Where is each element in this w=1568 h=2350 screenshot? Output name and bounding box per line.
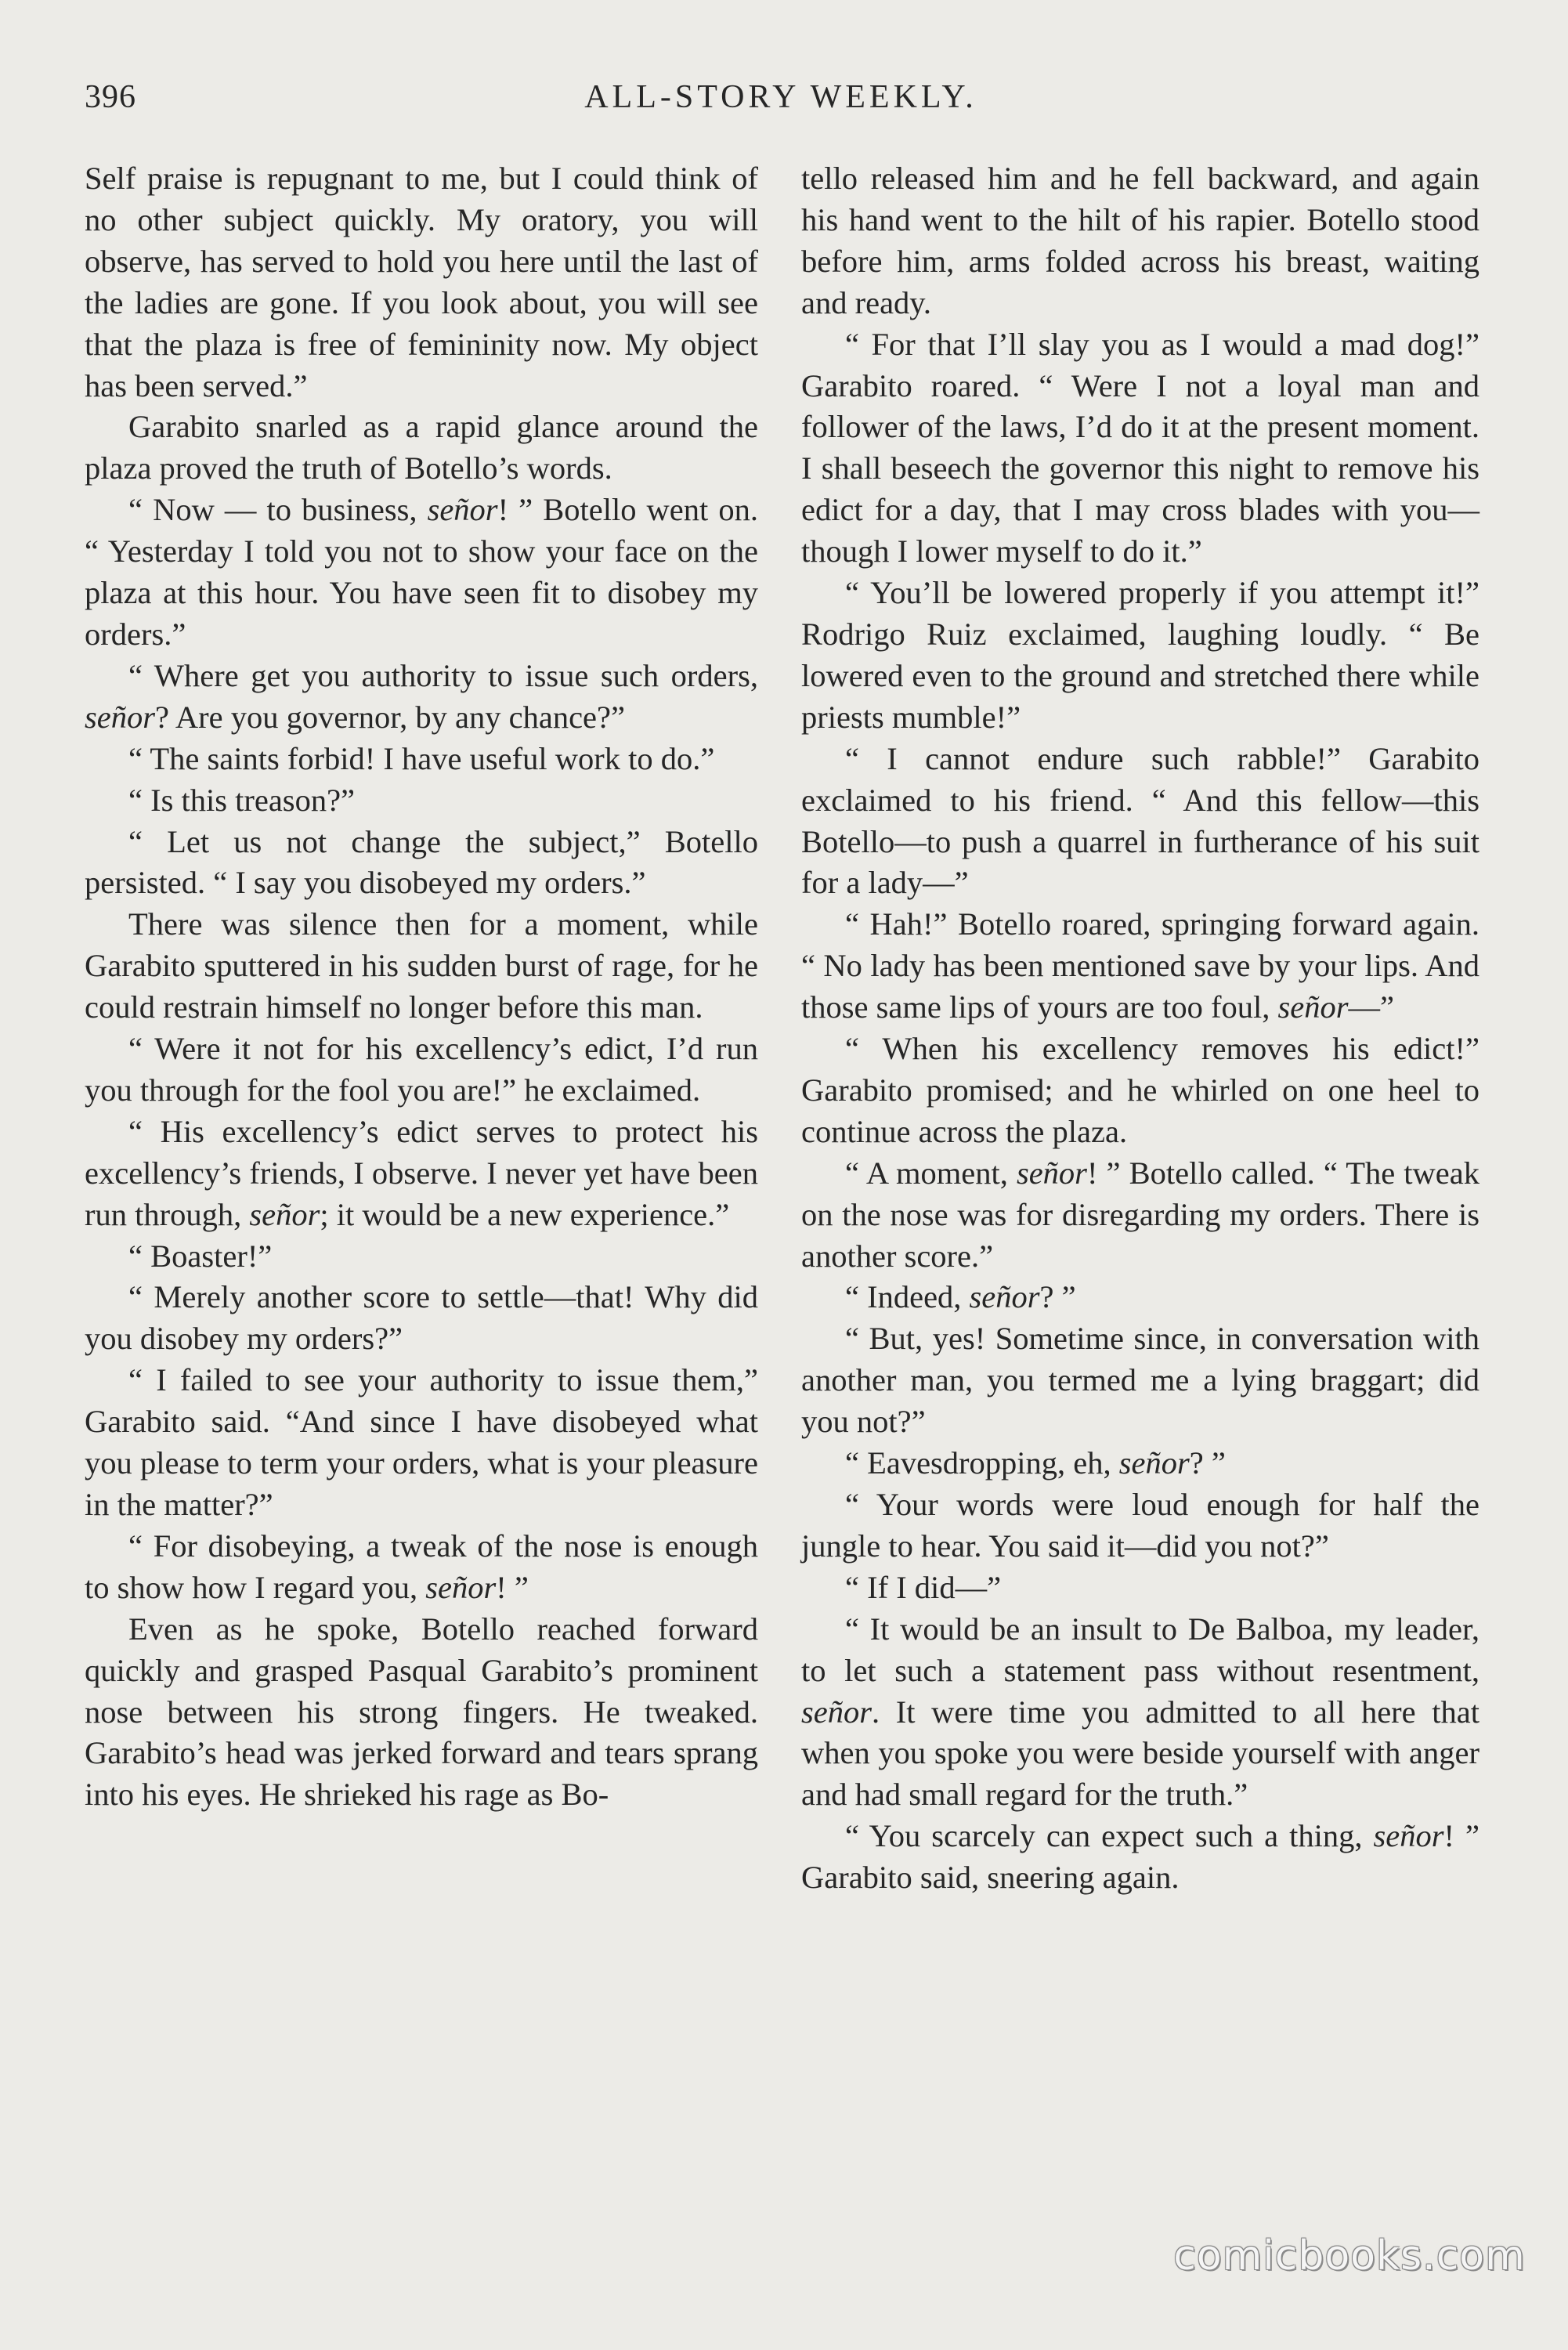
italic-word: señor (969, 1279, 1040, 1315)
paragraph: “ Where get you authority to issue such orders, señor? Are you governor, by any chance?” (85, 657, 758, 735)
paragraph: “ For disobeying, a tweak of the nose is enough to show how I regard you, señor! ” (85, 1528, 758, 1605)
right-column (801, 158, 1479, 1899)
paragraph: “ Is this treason?” (128, 782, 356, 818)
paragraph: “ When his excellency removes his edict!” Garabito promised; and he whirled on one heel to continue across the plaza. (801, 1031, 1479, 1149)
left-column (85, 158, 758, 1816)
paragraph: tello released him and he fell backward, and again his hand went to the hilt of his rapier. Botello stood before him, arms folded across his breast, waiting and ready. (801, 161, 1479, 320)
paragraph: “ For that I’ll slay you as I would a mad dog!” Garabito roared. “ Were I not a loyal man and follower of the laws, I’d do it at the present moment. I shall beseech the governor this night to remove his edict for a day, that I may cross blades with you—though I lower myself to do it.” (801, 326, 1479, 569)
italic-word: señor (801, 1694, 872, 1730)
paragraph: “ Were it not for his excellency’s edict, I’d run you through for the fool you are!” he exclaimed. (85, 1031, 758, 1108)
paragraph: “ I cannot endure such rabble!” Garabito exclaimed to his friend. “ And this fellow—this Botello—to push a quarrel in furtherance of his suit for a lady—” (801, 740, 1479, 901)
italic-word: señor (85, 699, 155, 735)
paragraph: “ Indeed, señor? ” (845, 1279, 1076, 1315)
paragraph: “ The saints forbid! I have useful work to do.” (128, 740, 715, 776)
paragraph: Even as he spoke, Botello reached forward quickly and grasped Pasqual Garabito’s prominent nose between his strong fingers. He tweaked. Garabito’s head was jerked forward and tears sprang into his eyes. He shrieked his rage as Bo- (85, 1611, 758, 1813)
paragraph: “ If I did—” (845, 1569, 1002, 1605)
paragraph: “ Now — to business, señor! ” Botello went on. “ Yesterday I told you not to show your face on the plaza at this hour. You have seen fit to disobey my orders.” (85, 492, 758, 652)
paragraph: “ Let us not change the subject,” Botello persisted. “ I say you disobeyed my orders.” (85, 823, 758, 901)
italic-word: señor (1277, 989, 1349, 1025)
paragraph: “ It would be an insult to De Balboa, my leader, to let such a statement pass without resentment, señor. It were time you admitted to all here that when you spoke you were beside yourself with anger and had small regard for the truth.” (801, 1611, 1479, 1813)
paragraph: “ Your words were loud enough for half the jungle to hear. You said it—did you not?” (801, 1487, 1479, 1564)
watermark: comicbooks.com (1173, 2232, 1526, 2280)
paragraph: “ His excellency’s edict serves to protect his excellency’s friends, I observe. I never yet have been run through, señor; it would be a new experience.” (85, 1113, 758, 1232)
paragraph: “ You’ll be lowered properly if you attempt it!” Rodrigo Ruiz exclaimed, laughing loudly. “ Be lowered even to the ground and stretched there while priests mumble!” (801, 575, 1479, 735)
paragraph: Self praise is repugnant to me, but I could think of no other subject quickly. My oratory, you will observe, has served to hold you here until the last of the ladies are gone. If you look about, you will see that the plaza is free of femininity now. My object has been served.” (85, 161, 758, 403)
paragraph: “ You scarcely can expect such a thing, señor! ” Garabito said, sneering again. (801, 1818, 1480, 1896)
page-header (85, 78, 1477, 125)
page-number: 396 (85, 79, 136, 115)
italic-word: señor (1118, 1445, 1190, 1481)
paragraph: “ I failed to see your authority to issue them,” Garabito said. “And since I have disobeyed what you please to term your orders, what is your pleasure in the matter?” (85, 1362, 758, 1522)
paragraph: There was silence then for a moment, while Garabito sputtered in his sudden burst of rage, for he could restrain himself no longer before this man. (85, 906, 758, 1025)
italic-word: señor (249, 1196, 320, 1232)
italic-word: señor (425, 1569, 497, 1605)
paragraph: “ Hah!” Botello roared, springing forward again. “ No lady has been mentioned save by your lips. And those same lips of yours are too foul, señor—” (801, 906, 1479, 1025)
paragraph: “ But, yes! Sometime since, in conversation with another man, you termed me a lying braggart; did you not?” (801, 1321, 1479, 1440)
running-head: ALL-STORY WEEKLY. (584, 79, 977, 115)
paragraph: “ Boaster!” (128, 1238, 273, 1274)
paragraph: “ Merely another score to settle—that! Why did you disobey my orders?” (85, 1279, 758, 1357)
italic-word: señor (1016, 1155, 1087, 1191)
paragraph: “ A moment, señor! ” Botello called. “ The tweak on the nose was for disregarding my orders. There is another score.” (801, 1155, 1479, 1274)
paragraph: Garabito snarled as a rapid glance around the plaza proved the truth of Botello’s words. (85, 409, 758, 486)
italic-word: señor (1373, 1818, 1444, 1854)
italic-word: señor (427, 492, 498, 528)
paragraph: “ Eavesdropping, eh, señor? ” (845, 1445, 1226, 1481)
